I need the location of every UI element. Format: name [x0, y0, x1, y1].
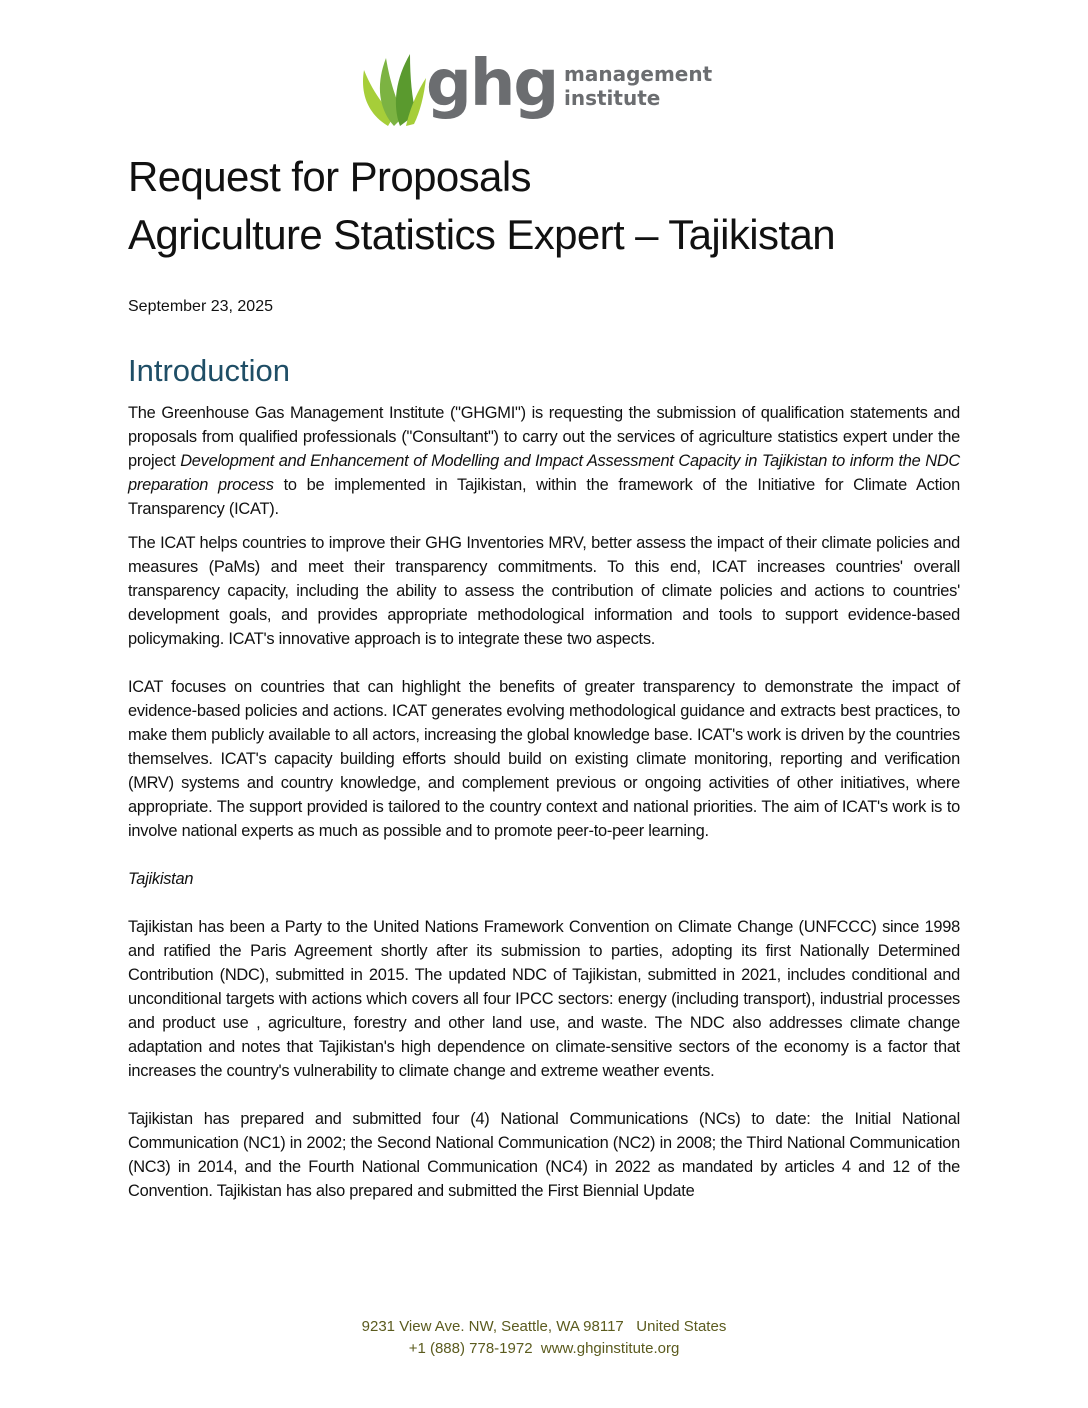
paragraph-intro	[128, 401, 960, 521]
subheading-tajikistan: Tajikistan	[128, 870, 194, 888]
paragraph-national-communications: Tajikistan has prepared and submitted four (4) National Communications (NCs) to date: the Initial National Communication (NC1) in 2002; the Second National Communication (NC2) in 2008; the Third National Communication (NC3) in 2014, and the Fourth National Communication (NC4) in 2022 as mandated by articles 4 and 12 of the Convention. Tajikistan has also prepared and submitted the First Biennial Update	[128, 1110, 960, 1200]
paragraph-intro-start: The Greenhouse Gas Management Institute ("GHGMI") is requesting the submission of qualification statements and proposals from qualified professionals ("Consultant") to carry out the services of agriculture statistics expert under the project	[128, 404, 960, 470]
logo-wordmark: ghg	[426, 47, 558, 121]
logo-line-management: management	[564, 62, 713, 86]
footer-contact: +1 (888) 778-1972 www.ghginstitute.org	[408, 1340, 680, 1357]
document-title	[128, 148, 978, 264]
ghgmi-logo	[358, 47, 738, 130]
logo-subtitle	[564, 62, 712, 110]
document-body	[128, 401, 960, 1203]
project-title-italic: Development and Enhancement of Modelling and Impact Assessment Capacity in Tajikistan to inform the NDC preparation process	[128, 452, 960, 494]
title-line-2: Agriculture Statistics Expert – Tajikistan	[128, 211, 835, 258]
page-footer	[0, 1316, 1088, 1360]
title-line-1: Request for Proposals	[128, 153, 531, 200]
logo-line-institute: institute	[564, 86, 661, 110]
footer-address: 9231 View Ave. NW, Seattle, WA 98117 United States	[361, 1318, 727, 1335]
paragraph-tajikistan-unfccc: Tajikistan has been a Party to the United Nations Framework Convention on Climate Change (UNFCCC) since 1998 and ratified the Paris Agreement shortly after its submission to parties, adopting its first Nationally Determined Contribution (NDC), submitted in 2015. The updated NDC of Tajikistan, submitted in 2021, includes conditional and unconditional targets with actions which covers all four IPCC sectors: energy (including transport), industrial processes and product use , agriculture, forestry and other land use, and waste. The NDC also addresses climate change adaptation and notes that Tajikistan's high dependence on climate-sensitive sectors of the economy is a factor that increases the country's vulnerability to climate change and extreme weather events.	[128, 918, 960, 1080]
paragraph-intro-end: to be implemented in Tajikistan, within the framework of the Initiative for Climate Action Transparency (ICAT).	[128, 476, 961, 518]
leaf-logo-icon	[358, 50, 428, 128]
document-date: September 23, 2025	[128, 298, 273, 315]
section-heading-introduction: Introduction	[128, 353, 290, 388]
paragraph-icat-helps: The ICAT helps countries to improve their GHG Inventories MRV, better assess the impact of their climate policies and measures (PaMs) and meet their transparency commitments. To this end, ICAT increases countries' overall transparency capacity, including the ability to assess the contribution of climate policies and actions to countries' development goals, and provides appropriate methodological information and tools to support evidence-based policymaking. ICAT's innovative approach is to integrate these two aspects.	[128, 534, 960, 648]
paragraph-icat-focuses: ICAT focuses on countries that can highlight the benefits of greater transparency to demonstrate the impact of evidence-based policies and actions. ICAT generates evolving methodological guidance and extracts best practices, to make them publicly available to all actors, increasing the global knowledge base. ICAT's work is driven by the countries themselves. ICAT's capacity building efforts should build on existing climate monitoring, reporting and verification (MRV) systems and country knowledge, and complement previous or ongoing activities of other initiatives, where appropriate. The support provided is tailored to the country context and national priorities. The aim of ICAT's work is to involve national experts as much as possible and to promote peer-to-peer learning.	[128, 678, 960, 840]
